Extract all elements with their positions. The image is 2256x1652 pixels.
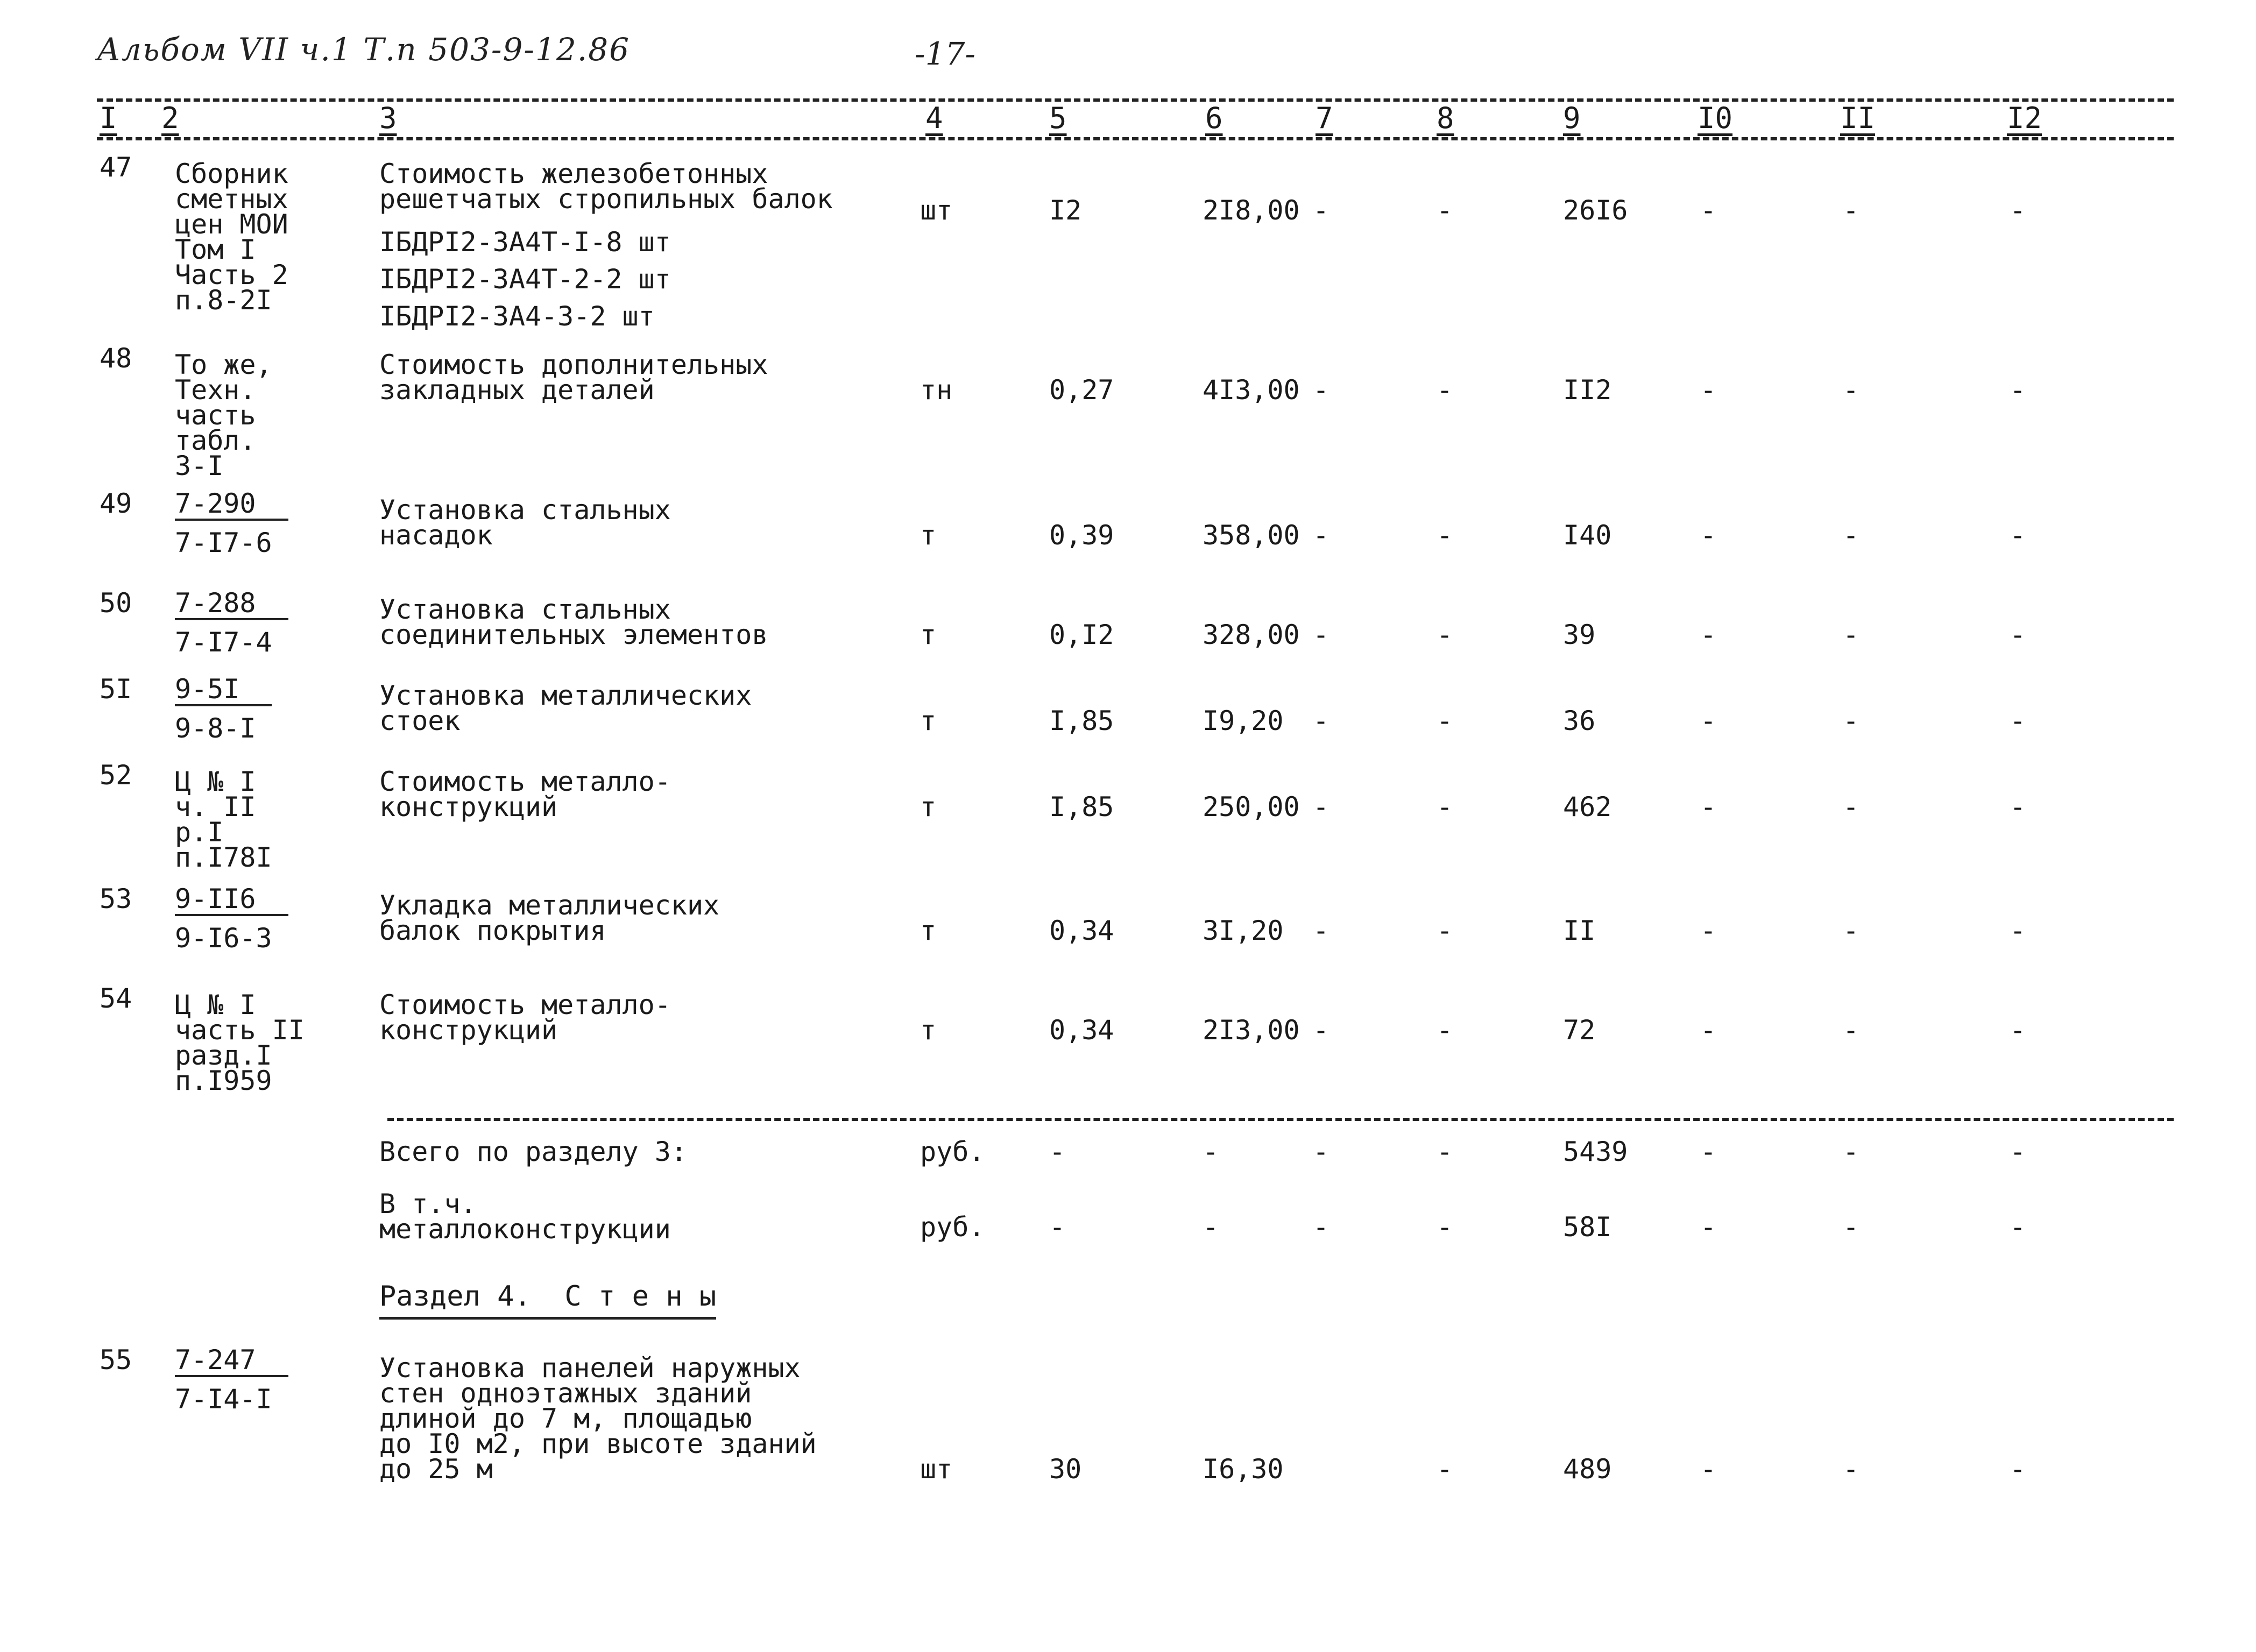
unit-cell: т xyxy=(920,791,937,823)
work-description-line: Стоимость металло- xyxy=(379,989,671,1020)
reference-code xyxy=(175,349,272,481)
column-8-cell: - xyxy=(1437,791,1453,823)
column-8-cell: - xyxy=(1437,520,1453,551)
work-description-line: Установка стальных xyxy=(379,494,671,526)
metal-structures-label-line: металлоконструкции xyxy=(379,1214,671,1245)
column-10-cell: - xyxy=(1700,520,1717,551)
work-description-line: до I0 м2, при высоте зданий xyxy=(379,1428,817,1459)
section-4-title: Раздел 4. С т е н ы xyxy=(379,1280,716,1320)
reference-denominator: 7-I4-I xyxy=(175,1384,272,1415)
reference-code xyxy=(175,883,288,954)
work-description-line: закладных деталей xyxy=(379,374,655,406)
work-description xyxy=(379,890,720,946)
column-number: 9 xyxy=(1563,101,1581,135)
column-8-cell: - xyxy=(1437,705,1453,736)
unit-cell: тн xyxy=(920,374,953,406)
unit-cell: руб. xyxy=(920,1136,985,1167)
reference-numerator: 7-288 xyxy=(175,591,288,620)
column-12-cell: - xyxy=(2010,791,2026,823)
reference-code-line: табл. xyxy=(175,425,256,456)
unit-price-cell: 358,00 xyxy=(1203,520,1300,551)
quantity-cell: 0,27 xyxy=(1049,374,1114,406)
quantity-cell: - xyxy=(1049,1136,1066,1167)
column-number: II xyxy=(1840,101,1876,135)
column-number: 3 xyxy=(379,101,397,135)
column-number-row xyxy=(0,101,2256,139)
work-description xyxy=(379,1352,817,1485)
reference-code-line: п.I78I xyxy=(175,842,272,873)
column-8-cell: - xyxy=(1437,1211,1453,1243)
total-cost-cell: II xyxy=(1563,915,1596,946)
quantity-cell: 30 xyxy=(1049,1454,1082,1485)
reference-code-line: То же, xyxy=(175,349,272,380)
reference-code xyxy=(175,1344,288,1415)
column-10-cell: - xyxy=(1700,1454,1717,1485)
reference-numerator: 9-II6 xyxy=(175,887,288,916)
work-description-line: стен одноэтажных зданий xyxy=(379,1378,752,1409)
reference-denominator: 9-I6-3 xyxy=(175,923,272,954)
total-cost-cell: 5439 xyxy=(1563,1136,1628,1167)
work-description-line: Установка стальных xyxy=(379,594,671,625)
column-10-cell: - xyxy=(1700,1136,1717,1167)
unit-cell: т xyxy=(920,619,937,650)
column-7-cell: - xyxy=(1313,619,1329,650)
column-8-cell: - xyxy=(1437,1015,1453,1046)
row-number: 5I xyxy=(100,673,132,705)
unit-cell: т xyxy=(920,705,937,736)
work-description xyxy=(379,494,671,551)
reference-code xyxy=(175,766,272,873)
reference-code xyxy=(175,673,272,744)
unit-cell: т xyxy=(920,520,937,551)
reference-code-line: Ц № I xyxy=(175,766,256,797)
unit-price-cell: 2I8,00 xyxy=(1203,195,1300,226)
column-11-cell: - xyxy=(1843,1454,1859,1485)
column-number: 4 xyxy=(925,101,943,135)
column-11-cell: - xyxy=(1843,1211,1859,1243)
column-number: 2 xyxy=(161,101,179,135)
unit-cell: т xyxy=(920,1015,937,1046)
total-cost-cell: 36 xyxy=(1563,705,1596,736)
column-11-cell: - xyxy=(1843,705,1859,736)
reference-code-line: п.I959 xyxy=(175,1065,272,1096)
quantity-cell: 0,34 xyxy=(1049,1015,1114,1046)
reference-numerator: 7-247 xyxy=(175,1348,288,1377)
column-7-cell: - xyxy=(1313,705,1329,736)
total-cost-cell: I40 xyxy=(1563,520,1612,551)
metal-structures-label-line: В т.ч. xyxy=(379,1188,477,1219)
reference-code-line: п.8-2I xyxy=(175,285,272,316)
column-11-cell: - xyxy=(1843,520,1859,551)
unit-price-cell: 2I3,00 xyxy=(1203,1015,1300,1046)
reference-code-line: цен МОИ xyxy=(175,209,288,240)
row-number: 50 xyxy=(100,587,132,619)
column-8-cell: - xyxy=(1437,619,1453,650)
column-number: 7 xyxy=(1316,101,1333,135)
row-number: 53 xyxy=(100,883,132,914)
unit-price-cell: - xyxy=(1203,1211,1219,1243)
work-description-line: конструкций xyxy=(379,791,558,823)
element-spec-line: IБДРI2-3А4Т-I-8 шт xyxy=(379,226,671,258)
column-7-cell: - xyxy=(1313,195,1329,226)
column-11-cell: - xyxy=(1843,374,1859,406)
work-description-line: Стоимость дополнительных xyxy=(379,349,768,380)
reference-code-line: Ц № I xyxy=(175,989,256,1020)
column-number: I2 xyxy=(2007,101,2042,135)
column-number: 6 xyxy=(1205,101,1223,135)
quantity-cell: 0,34 xyxy=(1049,915,1114,946)
column-12-cell: - xyxy=(2010,195,2026,226)
reference-denominator: 7-I7-4 xyxy=(175,627,272,658)
reference-code-line: р.I xyxy=(175,817,224,848)
reference-numerator: 7-290 xyxy=(175,491,288,521)
column-12-cell: - xyxy=(2010,374,2026,406)
work-description xyxy=(379,989,671,1046)
unit-cell: шт xyxy=(920,1454,953,1485)
column-number: I xyxy=(100,101,117,135)
row-number: 54 xyxy=(100,983,132,1014)
row-number: 47 xyxy=(100,152,132,183)
album-reference: Альбом VII ч.1 Т.п 503-9-12.86 xyxy=(97,31,631,68)
column-10-cell: - xyxy=(1700,915,1717,946)
column-7-cell: - xyxy=(1313,1015,1329,1046)
reference-denominator: 9-8-I xyxy=(175,713,256,744)
reference-code xyxy=(175,488,288,558)
column-7-cell: - xyxy=(1313,374,1329,406)
column-number: 8 xyxy=(1437,101,1454,135)
column-12-cell: - xyxy=(2010,520,2026,551)
unit-cell: т xyxy=(920,915,937,946)
section-3-total-label: Всего по разделу 3: xyxy=(379,1136,687,1167)
quantity-cell: 0,I2 xyxy=(1049,619,1114,650)
row-number: 55 xyxy=(100,1344,132,1376)
reference-code-line: часть II xyxy=(175,1015,305,1046)
reference-numerator: 9-5I xyxy=(175,677,272,706)
column-7-cell: - xyxy=(1313,1136,1329,1167)
unit-price-cell: 3I,20 xyxy=(1203,915,1284,946)
total-cost-cell: II2 xyxy=(1563,374,1612,406)
column-11-cell: - xyxy=(1843,915,1859,946)
column-7-cell: - xyxy=(1313,1211,1329,1243)
unit-price-cell: 4I3,00 xyxy=(1203,374,1300,406)
column-8-cell: - xyxy=(1437,1136,1453,1167)
metal-structures-label xyxy=(379,1188,671,1245)
reference-code-line: часть xyxy=(175,400,256,431)
page-number: -17- xyxy=(915,36,975,72)
unit-price-cell: - xyxy=(1203,1136,1219,1167)
quantity-cell: I,85 xyxy=(1049,791,1114,823)
column-12-cell: - xyxy=(2010,1015,2026,1046)
reference-code-line: Часть 2 xyxy=(175,259,288,290)
reference-code-line: сметных xyxy=(175,183,288,215)
work-description-line: Установка металлических xyxy=(379,680,752,711)
column-10-cell: - xyxy=(1700,1211,1717,1243)
unit-price-cell: I6,30 xyxy=(1203,1454,1284,1485)
reference-code-line: Том I xyxy=(175,234,256,265)
work-description xyxy=(379,349,768,406)
work-description xyxy=(379,594,768,650)
total-cost-cell: 58I xyxy=(1563,1211,1612,1243)
column-11-cell: - xyxy=(1843,1136,1859,1167)
column-10-cell: - xyxy=(1700,374,1717,406)
reference-code xyxy=(175,989,305,1096)
column-number: 5 xyxy=(1049,101,1067,135)
column-7-cell: - xyxy=(1313,791,1329,823)
column-11-cell: - xyxy=(1843,619,1859,650)
column-10-cell: - xyxy=(1700,791,1717,823)
column-10-cell: - xyxy=(1700,1015,1717,1046)
work-description-line: стоек xyxy=(379,705,461,736)
column-10-cell: - xyxy=(1700,619,1717,650)
column-11-cell: - xyxy=(1843,195,1859,226)
unit-price-cell: 250,00 xyxy=(1203,791,1300,823)
work-description xyxy=(379,680,752,736)
row-number: 52 xyxy=(100,760,132,791)
work-description-line: Стоимость железобетонных xyxy=(379,158,768,189)
quantity-cell: I2 xyxy=(1049,195,1082,226)
column-7-cell: - xyxy=(1313,915,1329,946)
column-11-cell: - xyxy=(1843,791,1859,823)
work-description-line: конструкций xyxy=(379,1015,558,1046)
reference-code-line: Техн. xyxy=(175,374,256,406)
quantity-cell: I,85 xyxy=(1049,705,1114,736)
work-description-line: Установка панелей наружных xyxy=(379,1352,801,1384)
total-cost-cell: 72 xyxy=(1563,1015,1596,1046)
work-description-line: до 25 м xyxy=(379,1454,493,1485)
element-spec-line: IБДРI2-3А4-3-2 шт xyxy=(379,301,655,332)
subtotal-dashed-rule xyxy=(387,1118,2174,1121)
quantity-cell: - xyxy=(1049,1211,1066,1243)
reference-code-line: разд.I xyxy=(175,1040,272,1071)
column-8-cell: - xyxy=(1437,1454,1453,1485)
total-cost-cell: 489 xyxy=(1563,1454,1612,1485)
reference-code-line: Сборник xyxy=(175,158,288,189)
column-12-cell: - xyxy=(2010,915,2026,946)
unit-price-cell: I9,20 xyxy=(1203,705,1284,736)
column-12-cell: - xyxy=(2010,1136,2026,1167)
row-number: 48 xyxy=(100,343,132,374)
column-12-cell: - xyxy=(2010,705,2026,736)
total-cost-cell: 462 xyxy=(1563,791,1612,823)
reference-code-line: ч. II xyxy=(175,791,256,823)
work-description-line: балок покрытия xyxy=(379,915,606,946)
unit-price-cell: 328,00 xyxy=(1203,619,1300,650)
work-description xyxy=(379,158,833,215)
reference-denominator: 7-I7-6 xyxy=(175,527,272,558)
work-description-line: насадок xyxy=(379,520,493,551)
quantity-cell: 0,39 xyxy=(1049,520,1114,551)
column-8-cell: - xyxy=(1437,195,1453,226)
column-8-cell: - xyxy=(1437,915,1453,946)
work-description xyxy=(379,766,671,823)
column-12-cell: - xyxy=(2010,1454,2026,1485)
work-description-line: Укладка металлических xyxy=(379,890,720,921)
column-10-cell: - xyxy=(1700,705,1717,736)
column-number: I0 xyxy=(1698,101,1733,135)
reference-code-line: 3-I xyxy=(175,450,224,481)
column-10-cell: - xyxy=(1700,195,1717,226)
column-7-cell: - xyxy=(1313,520,1329,551)
column-11-cell: - xyxy=(1843,1015,1859,1046)
row-number: 49 xyxy=(100,488,132,519)
column-8-cell: - xyxy=(1437,374,1453,406)
column-12-cell: - xyxy=(2010,1211,2026,1243)
reference-code xyxy=(175,158,288,316)
work-description-line: длиной до 7 м, площадью xyxy=(379,1403,752,1434)
unit-cell: шт xyxy=(920,195,953,226)
work-description-line: решетчатых стропильных балок xyxy=(379,183,833,215)
element-spec-line: IБДРI2-3А4Т-2-2 шт xyxy=(379,264,671,295)
unit-cell: руб. xyxy=(920,1211,985,1243)
total-cost-cell: 26I6 xyxy=(1563,195,1628,226)
work-description-line: соединительных элементов xyxy=(379,619,768,650)
element-spec xyxy=(379,218,671,332)
reference-code xyxy=(175,587,288,658)
column-12-cell: - xyxy=(2010,619,2026,650)
work-description-line: Стоимость металло- xyxy=(379,766,671,797)
total-cost-cell: 39 xyxy=(1563,619,1596,650)
